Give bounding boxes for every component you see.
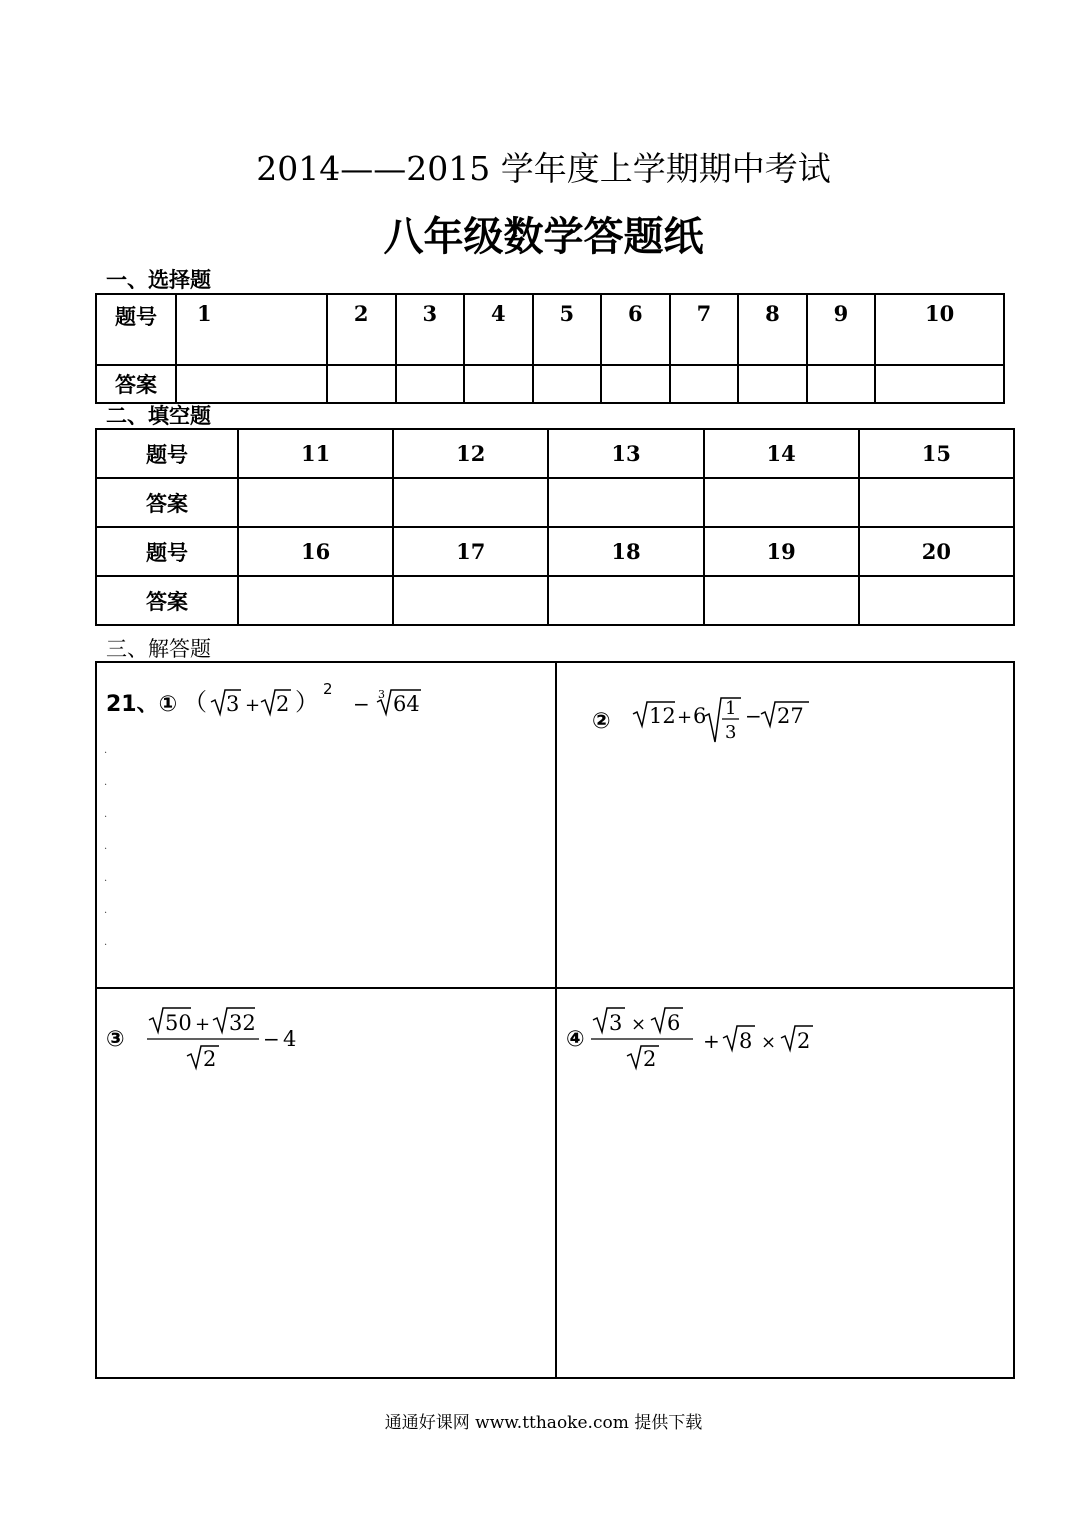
answer-cell[interactable]	[393, 576, 548, 625]
question-number: 19	[704, 527, 859, 576]
question-number: 20	[859, 527, 1014, 576]
question-number: 5	[533, 294, 602, 365]
answer-cell[interactable]	[393, 478, 548, 527]
svg-text:1: 1	[724, 698, 737, 719]
svg-text:×: ×	[630, 1014, 646, 1035]
question-number: 7	[670, 294, 739, 365]
section2-heading: 二、填空题	[106, 404, 211, 428]
footer-credit: 通通好课网 www.tthaoke.com 提供下载	[384, 1413, 703, 1433]
row-label-number: 题号	[96, 294, 176, 365]
svg-text:8: 8	[738, 1029, 753, 1053]
answer-cell[interactable]	[464, 365, 533, 403]
svg-text:3: 3	[724, 722, 737, 743]
answer-cell[interactable]	[704, 478, 859, 527]
question-prefix: ④	[566, 1026, 585, 1052]
answer-cell[interactable]	[601, 365, 670, 403]
svg-text:6: 6	[666, 1011, 681, 1035]
answer-cell[interactable]	[327, 365, 396, 403]
question-21-3	[106, 1006, 317, 1072]
question-prefix: ③	[106, 1026, 125, 1052]
svg-text:2: 2	[796, 1029, 811, 1053]
formula-21-1	[183, 680, 523, 720]
question-number: 4	[464, 294, 533, 365]
answer-cell[interactable]	[875, 365, 1004, 403]
svg-text:−: −	[353, 692, 371, 716]
answer-cell[interactable]	[859, 576, 1014, 625]
answer-cell[interactable]	[704, 576, 859, 625]
formula-21-2	[633, 696, 833, 746]
question-21-1	[106, 680, 523, 720]
answer-cell[interactable]	[738, 365, 807, 403]
svg-text:×: ×	[760, 1032, 776, 1053]
question-21-2	[592, 696, 833, 746]
answer-cell[interactable]	[548, 576, 703, 625]
svg-text:27: 27	[776, 704, 804, 728]
svg-text:（: （	[183, 688, 208, 716]
svg-text:）: ）	[295, 688, 320, 716]
svg-text:32: 32	[228, 1011, 256, 1035]
row-label-number: 题号	[96, 527, 238, 576]
work-area-dots: . . . . . . .	[104, 745, 108, 948]
question-number: 12	[393, 429, 548, 478]
answer-cell[interactable]	[238, 478, 393, 527]
question-number: 11	[238, 429, 393, 478]
section3-heading: 三、解答题	[106, 637, 211, 661]
fill-blank-answer-table	[95, 428, 1015, 626]
answer-cell[interactable]	[807, 365, 876, 403]
answer-cell[interactable]	[238, 576, 393, 625]
svg-text:50: 50	[164, 1011, 192, 1035]
answer-sheet-title: 八年级数学答题纸	[383, 214, 704, 260]
question-number: 13	[548, 429, 703, 478]
svg-text:−: −	[262, 1027, 280, 1051]
formula-21-4	[591, 1006, 851, 1072]
svg-text:2: 2	[642, 1047, 657, 1071]
svg-text:3: 3	[378, 688, 386, 701]
svg-text:+: +	[676, 707, 692, 728]
svg-text:3: 3	[608, 1011, 623, 1035]
question-number: 2	[327, 294, 396, 365]
question-number: 14	[704, 429, 859, 478]
answer-cell[interactable]	[670, 365, 739, 403]
svg-text:6: 6	[692, 704, 707, 728]
grid-divider-horizontal	[97, 987, 1013, 989]
svg-text:+: +	[702, 1029, 720, 1053]
question-number: 6	[601, 294, 670, 365]
question-number: 1	[176, 294, 327, 365]
grid-divider-vertical	[555, 663, 557, 1377]
question-number: 17	[393, 527, 548, 576]
exam-title: 2014——2015 学年度上学期期中考试	[256, 149, 831, 188]
question-21-4	[566, 1006, 851, 1072]
svg-text:2: 2	[202, 1047, 217, 1071]
question-number: 16	[238, 527, 393, 576]
question-prefix: 21、①	[106, 691, 178, 717]
question-number: 18	[548, 527, 703, 576]
question-number: 9	[807, 294, 876, 365]
svg-text:+: +	[245, 695, 261, 716]
question-number: 10	[875, 294, 1004, 365]
answer-cell[interactable]	[533, 365, 602, 403]
answer-cell[interactable]	[396, 365, 465, 403]
answer-cell[interactable]	[859, 478, 1014, 527]
question-number: 8	[738, 294, 807, 365]
section1-heading: 一、选择题	[106, 268, 211, 292]
row-label-answer: 答案	[96, 365, 176, 403]
svg-text:3: 3	[226, 692, 240, 716]
choice-answer-table	[95, 293, 1005, 404]
svg-text:−: −	[744, 704, 762, 728]
row-label-answer: 答案	[96, 576, 238, 625]
answer-cell[interactable]	[176, 365, 327, 403]
svg-text:2: 2	[323, 680, 333, 698]
question-prefix: ②	[592, 708, 611, 734]
svg-text:12: 12	[648, 704, 676, 728]
question-number: 3	[396, 294, 465, 365]
svg-text:2: 2	[276, 692, 290, 716]
svg-text:64: 64	[393, 692, 420, 716]
svg-text:4: 4	[282, 1027, 297, 1051]
question-number: 15	[859, 429, 1014, 478]
answer-cell[interactable]	[548, 478, 703, 527]
row-label-answer: 答案	[96, 478, 238, 527]
formula-21-3	[147, 1006, 317, 1072]
svg-text:+: +	[194, 1014, 210, 1035]
row-label-number: 题号	[96, 429, 238, 478]
